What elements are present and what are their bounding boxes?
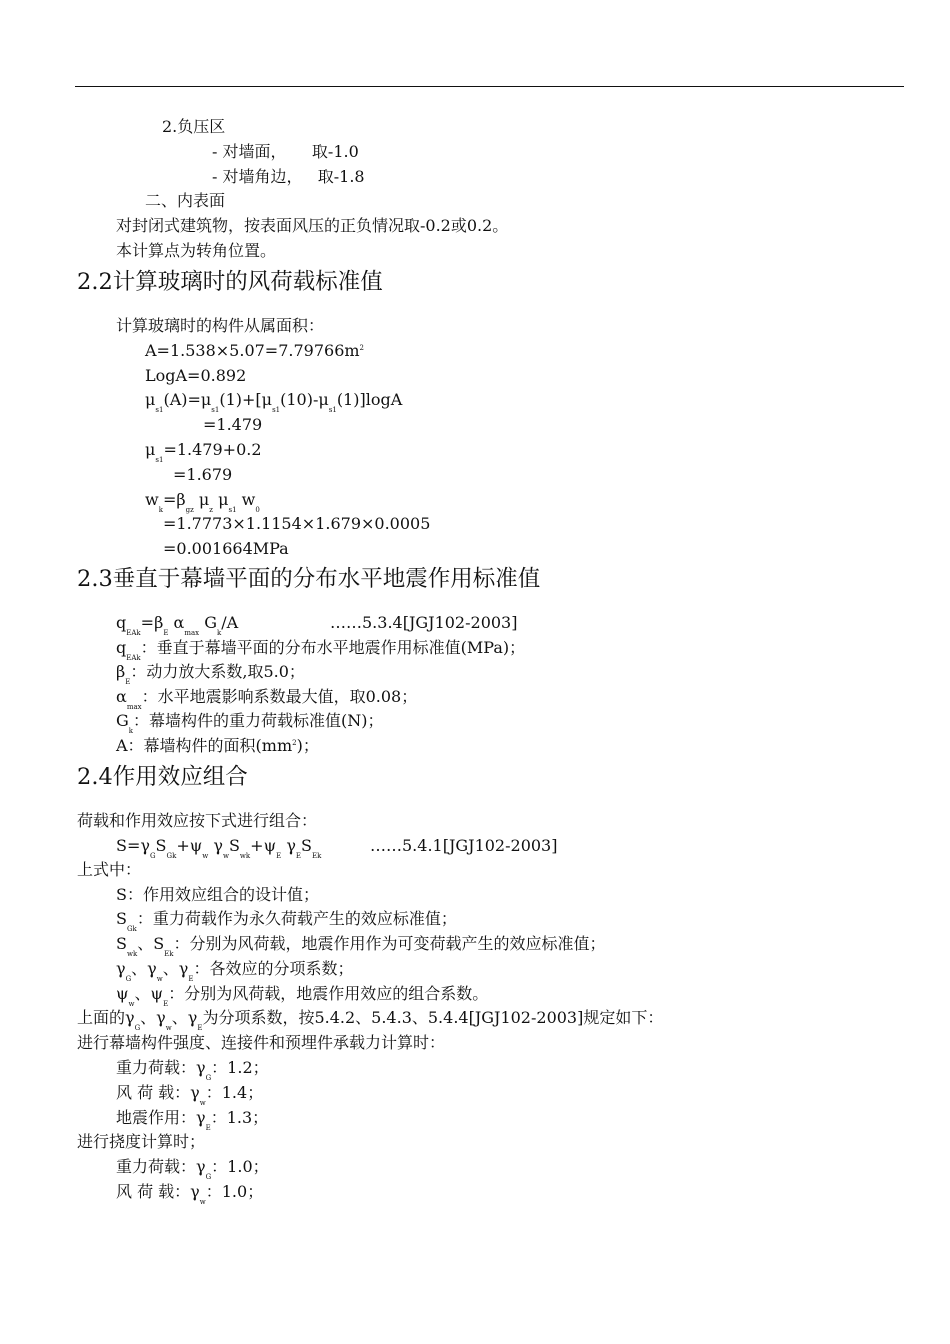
seismic-formula: $q_{EAk}=\beta_E$ $\alpha_{max}$ $G_k/A$	[116, 613, 239, 637]
area-label: 计算玻璃时的构件从属面积：	[116, 316, 325, 335]
def-g-k: $G_k$：幕墙构件的重力荷载标准值(N)；	[116, 711, 384, 735]
wk-formula: $w_k=\beta_{gz}$ $\mu_z$ $\mu_{s1}$ $w_0$	[145, 490, 260, 514]
def-beta-e: $\beta_E$：动力放大系数,取5.0；	[116, 662, 305, 686]
negative-zone-title: 2.负压区	[162, 117, 226, 136]
combination-formula: $S=\gamma_GS_{Gk}+\psi_w$ $\gamma_wS_{wk}+\psi_E$ $\gamma_ES_{Ek}$	[116, 836, 322, 860]
def-q-eak: $q_{EAk}$：垂直于幕墙平面的分布水平地震作用标准值(MPa)；	[116, 638, 526, 662]
deflection-wind: 风 荷 载：$\gamma_w$：1.0；	[116, 1182, 264, 1206]
deflection-calc-title: 进行挠度计算时；	[77, 1132, 206, 1151]
mu-s1-result: =1.479	[203, 415, 263, 434]
def-alpha-max: $\alpha_{max}$：水平地震影响系数最大值，取0.08；	[116, 687, 418, 711]
section-2-3-heading: 2.3垂直于幕墙平面的分布水平地震作用标准值	[77, 566, 541, 592]
strength-wind: 风 荷 载：$\gamma_w$：1.4；	[116, 1083, 264, 1107]
strength-quake: 地震作用：$\gamma_E$：1.3；	[116, 1108, 269, 1132]
deflection-gravity: 重力荷载：$\gamma_G$：1.0；	[116, 1157, 269, 1181]
def-s: S：作用效应组合的设计值；	[116, 885, 319, 904]
mu-s1-formula: $\mu_{s1}(A)=\mu_{s1}(1)+[\mu_{s1}(10)-\mu_{s1}(1)]\log A$	[145, 390, 403, 414]
def-s-wk-ek: $S_{wk}$、$S_{Ek}$：分别为风荷载，地震作用作为可变荷载产生的效应标准值；	[116, 934, 606, 958]
section-2-4-heading: 2.4作用效应组合	[77, 764, 248, 790]
combination-intro: 荷载和作用效应按下式进行组合：	[77, 811, 318, 830]
combination-formula-reference: ……5.4.1[JGJ102-2003]	[370, 836, 558, 855]
inner-surface-title: 二、内表面	[145, 191, 226, 210]
inner-surface-rule: 对封闭式建筑物，按表面风压的正负情况取-0.2或0.2。	[116, 216, 509, 235]
wk-result: =0.001664MPa	[163, 539, 289, 558]
negative-zone-wall-corner: - 对墙角边， 取-1.8	[212, 167, 365, 186]
mu-s1-sum: $\mu_{s1}=1.479+0.2$	[145, 440, 262, 464]
partial-factor-rule: 上面的$\gamma_G$、$\gamma_w$、$\gamma_E$为分项系数，按5.4.2、5.4.3、5.4.4[JGJ102-2003]规定如下：	[77, 1008, 664, 1032]
def-psis: $\psi_w$、$\psi_E$：分别为风荷载，地震作用效应的组合系数。	[116, 984, 489, 1008]
strength-calc-title: 进行幕墙构件强度、连接件和预埋件承载力计算时：	[77, 1033, 446, 1052]
def-s-gk: $S_{Gk}$：重力荷载作为永久荷载产生的效应标准值；	[116, 909, 457, 933]
area-formula: $A=1.538\times 5.07=7.79766m^2$	[145, 341, 365, 360]
header-rule	[75, 86, 904, 87]
seismic-formula-reference: ……5.3.4[JGJ102-2003]	[330, 613, 518, 632]
wk-calculation: =1.7773×1.1154×1.679×0.0005	[163, 514, 431, 533]
inner-surface-position: 本计算点为转角位置。	[116, 241, 277, 260]
def-gammas: $\gamma_G$、$\gamma_w$、$\gamma_E$：各效应的分项系数；	[116, 959, 354, 983]
where-label: 上式中：	[77, 860, 142, 879]
log-a-value: LogA=0.892	[145, 366, 247, 385]
mu-s1-sum-result: =1.679	[173, 465, 233, 484]
def-area: A：幕墙构件的面积$(mm^2)$；	[116, 736, 319, 755]
section-2-2-heading: 2.2计算玻璃时的风荷载标准值	[77, 269, 383, 295]
strength-gravity: 重力荷载：$\gamma_G$：1.2；	[116, 1058, 269, 1082]
negative-zone-wall-face: - 对墙面， 取-1.0	[212, 142, 359, 161]
